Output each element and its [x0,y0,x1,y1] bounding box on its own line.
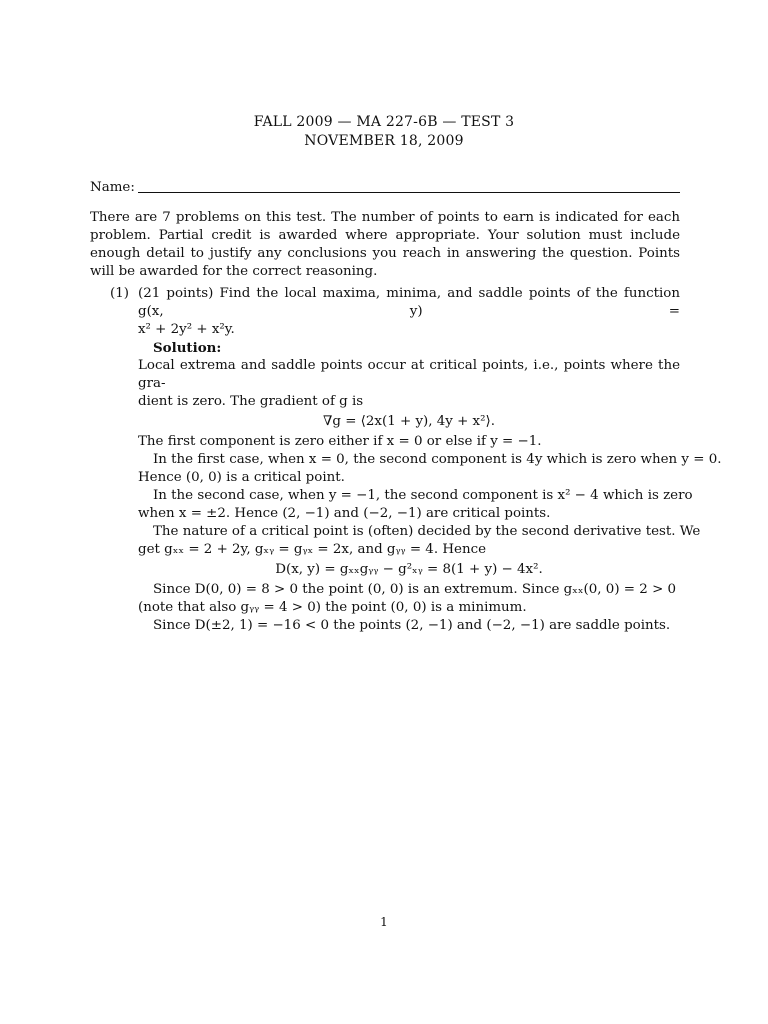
test-date: NOVEMBER 18, 2009 [304,133,464,149]
solution-line: Since D(±2, 1) = −16 < 0 the points (2, −1) and (−2, −1) are saddle points. [153,618,671,633]
solution-line: get gₓₓ = 2 + 2y, gₓᵧ = gᵧₓ = 2x, and gᵧᵧ = 4. Hence [138,542,486,557]
gradient-equation: ∇g = ⟨2x(1 + y), 4y + x²⟩. [323,414,495,429]
name-label: Name: [90,180,135,195]
name-line[interactable] [138,192,680,193]
problem-statement-line: (21 points) Find the local maxima, minima, and saddle points of the function g(x, y) = [138,286,680,319]
page-number: 1 [380,915,388,929]
test-title: FALL 2009 — MA 227-6B — TEST 3 [253,114,515,130]
instructions-paragraph: There are 7 problems on this test. The number of points to earn is indicated for each problem. Partial credit is awarded where appropriate. Your solution must include enough detail to justify any conclusions you reach in answering the question. Points will be awarded for the correct reasoning. [90,210,680,279]
solution-label: Solution: [153,340,222,356]
solution-line: The nature of a critical point is (often) decided by the second derivative test. We [153,524,701,539]
solution-line: dient is zero. The gradient of g is [138,394,364,409]
solution-line: The first component is zero either if x = 0 or else if y = −1. [138,434,542,449]
solution-line: Since D(0, 0) = 8 > 0 the point (0, 0) is an extremum. Since gₓₓ(0, 0) = 2 > 0 [153,582,677,597]
solution-line: In the first case, when x = 0, the second component is 4y which is zero when y = 0. [153,452,722,467]
problem-body [138,285,722,635]
solution-line: Local extrema and saddle points occur at critical points, i.e., points where the gra- [138,358,680,391]
name-row [90,180,680,200]
problem-number: (1) [110,286,129,301]
solution-line: (note that also gᵧᵧ = 4 > 0) the point (0, 0) is a minimum. [138,600,527,615]
solution-line: In the second case, when y = −1, the second component is x² − 4 which is zero [153,488,693,503]
solution-line: Hence (0, 0) is a critical point. [138,470,345,485]
problem-statement-line: x² + 2y² + x²y. [138,322,235,337]
solution-line: when x = ±2. Hence (2, −1) and (−2, −1) are critical points. [138,506,551,521]
discriminant-equation: D(x, y) = gₓₓgᵧᵧ − g²ₓᵧ = 8(1 + y) − 4x². [275,562,543,577]
